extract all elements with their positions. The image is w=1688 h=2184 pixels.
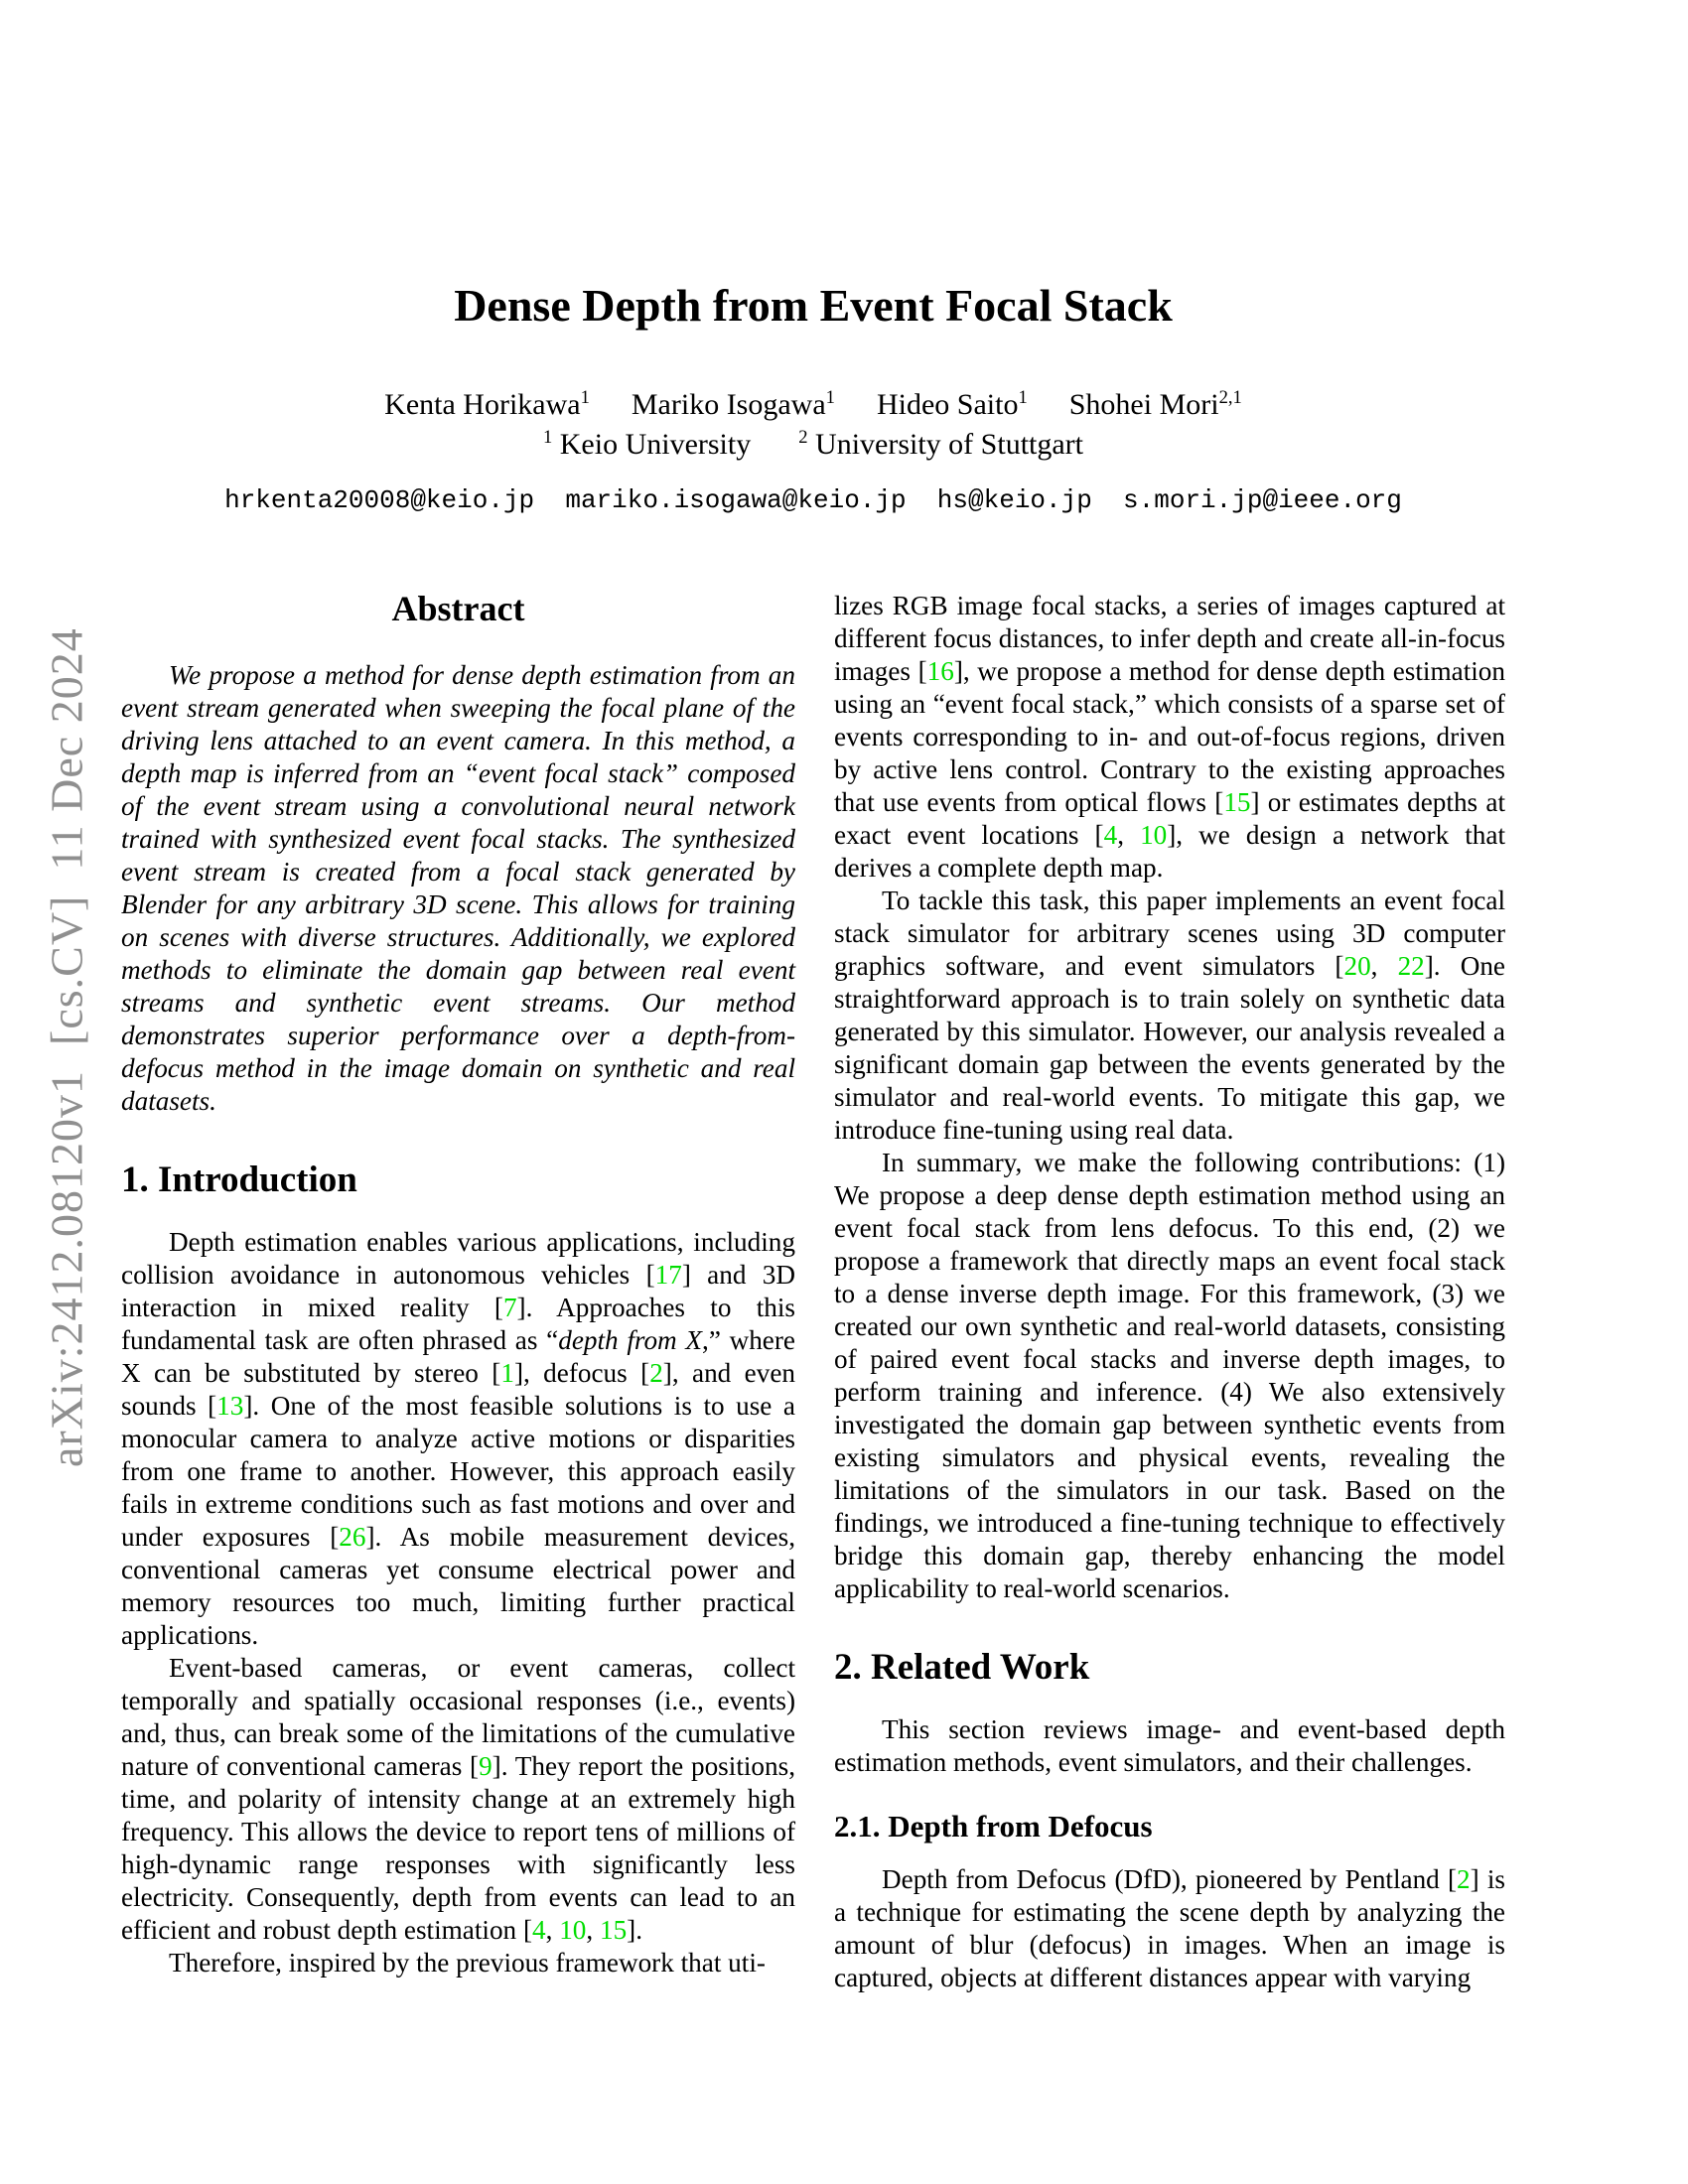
citation-link[interactable]: 1 <box>500 1358 514 1388</box>
body-paragraph-left-5: Therefore, inspired by the previous framework that uti- <box>169 1948 766 1978</box>
citation-link[interactable]: 26 <box>339 1522 366 1552</box>
author-affiliation-mark: 1 <box>825 387 835 408</box>
author-1: Kenta Horikawa$^1$ <box>384 387 590 421</box>
citation-link[interactable]: 22 <box>1397 951 1425 981</box>
citation-link[interactable]: 20 <box>1343 951 1371 981</box>
affiliation-1: $^1$ Keio University <box>542 427 752 461</box>
paper-header <box>121 279 1505 515</box>
citation-link[interactable]: 2 <box>649 1358 663 1388</box>
citation-link[interactable]: 10 <box>559 1915 587 1945</box>
body-paragraph-right-0: lizes RGB image focal stacks, a series of images captured at different focus distances, to infer depth and create all-in-focus images [16], we propose a method for dense depth estimation using an “event focal stack,” which consists of a sparse set of events corresponding to in- and out-of-focus regions, driven by active lens control. Contrary to the existing approaches that use events from optical flows [15] or estimates depths at exact event locations [4, 10], we design a network that derives a complete depth map. <box>834 591 1505 883</box>
abstract-heading: Abstract <box>391 589 525 628</box>
citation-link[interactable]: 15 <box>1223 787 1251 817</box>
author-affiliation-mark: 2,1 <box>1218 387 1242 408</box>
body-paragraph-right-4: This section reviews image- and event-based depth estimation methods, event simulators, and their challenges. <box>834 1714 1505 1777</box>
arxiv-watermark: arXiv:2412.08120v1 [cs.CV] 11 Dec 2024 <box>41 627 92 1467</box>
citation-link[interactable]: 4 <box>1103 820 1118 850</box>
body-paragraph-left-4: Event-based cameras, or event cameras, collect temporally and spatially occasional responses (i.e., events) and, thus, can break some of the limitations of the cumulative nature of conventional cameras [9]. They report the positions, time, and polarity of intensity change at an extremely high frequency. This allows the device to report tens of millions of high-dynamic range responses with significantly less electricity. Consequently, depth from events can lead to an efficient and robust depth estimation [4, 10, 15]. <box>121 1653 795 1945</box>
citation-link[interactable]: 10 <box>1140 820 1168 850</box>
author-list <box>121 387 1505 422</box>
affiliation-list <box>121 427 1505 462</box>
citation-link[interactable]: 13 <box>216 1391 244 1421</box>
citation-link[interactable]: 7 <box>502 1293 517 1322</box>
column-left <box>121 590 795 1979</box>
column-right <box>834 590 1505 1994</box>
affiliation-mark: 1 <box>542 427 553 448</box>
citation-link[interactable]: 15 <box>599 1915 628 1945</box>
body-paragraph-right-6: Depth from Defocus (DfD), pioneered by Pentland [2] is a technique for estimating the scene depth by analyzing the amount of blur (defocus) in images. When an image is captured, objects at different distances appear with varying <box>834 1864 1505 1992</box>
body-paragraph-left-3: Depth estimation enables various applications, including collision avoidance in autonomous vehicles [17] and 3D interaction in mixed reality [7]. Approaches to this fundamental task are often phrased as “depth from X,” where X can be substituted by stereo [1], defocus [2], and even sounds [13]. One of the most feasible solutions is to use a monocular camera to analyze active motions or disparities from one frame to another. However, this approach easily fails in extreme conditions such as fast motions and over and under exposures [26]. As mobile measurement devices, conventional cameras yet consume electrical power and memory resources too much, limiting further practical applications. <box>121 1227 796 1650</box>
body-paragraph-right-1: To tackle this task, this paper implements an event focal stack simulator for arbitrary scenes using 3D computer graphics software, and event simulators [20, 22]. One straightforward approach is to train solely on synthetic data generated by this simulator. However, our analysis revealed a significant domain gap between the events generated by the simulator and real-world events. To mitigate this gap, we introduce fine-tuning using real data. <box>834 886 1505 1145</box>
author-affiliation-mark: 1 <box>580 387 590 408</box>
author-affiliation-mark: 1 <box>1018 387 1028 408</box>
affiliation-mark: 2 <box>798 427 808 448</box>
citation-link[interactable]: 9 <box>479 1751 492 1781</box>
section-heading-1: 1. Introduction <box>121 1160 357 1200</box>
affiliation-2: $^2$ University of Stuttgart <box>798 427 1084 461</box>
citation-link[interactable]: 17 <box>654 1260 682 1290</box>
subsection-heading-2-1: 2.1. Depth from Defocus <box>834 1809 1153 1843</box>
citation-link[interactable]: 4 <box>532 1915 546 1945</box>
abstract-text: We propose a method for dense depth estimation from an event stream generated when sweeping the focal plane of the driving lens attached to an event camera. In this method, a depth map is inferred from an “event focal stack” composed of the event stream using a convolutional neural network trained with synthesized event focal stacks. The synthesized event stream is created from a focal stack generated by Blender for any arbitrary 3D scene. This allows for training on scenes with diverse structures. Additionally, we explored methods to eliminate the domain gap between real event streams and synthetic event streams. Our method demonstrates superior performance over a depth-from-defocus method in the image domain on synthetic and real datasets. <box>121 660 795 1116</box>
author-3: Hideo Saito$^1$ <box>876 387 1028 421</box>
section-heading-2: 2. Related Work <box>834 1647 1090 1688</box>
paper-title: Dense Depth from Event Focal Stack <box>454 280 1173 331</box>
citation-link[interactable]: 16 <box>926 656 954 686</box>
author-emails: hrkenta20008@keio.jp mariko.isogawa@keio.jp hs@keio.jp s.mori.jp@ieee.org <box>224 485 1402 515</box>
citation-link[interactable]: 2 <box>1457 1864 1471 1894</box>
body-paragraph-right-2: In summary, we make the following contributions: (1) We propose a deep dense depth estimation method using an event focal stack from lens defocus. To this end, (2) we propose a framework that directly maps an event focal stack to a dense inverse depth image. For this framework, (3) we created our own synthetic and real-world datasets, consisting of paired event focal stacks and inverse depth images, to perform training and inference. (4) We also extensively investigated the domain gap between synthetic events from existing simulators and physical events, revealing the limitations of the simulators in our task. Based on the findings, we introduced a fine-tuning technique to effectively bridge this domain gap, thereby enhancing the model applicability to real-world scenarios. <box>834 1148 1505 1603</box>
author-2: Mariko Isogawa$^1$ <box>631 387 835 421</box>
author-4: Shohei Mori$^{2,1}$ <box>1068 387 1242 421</box>
